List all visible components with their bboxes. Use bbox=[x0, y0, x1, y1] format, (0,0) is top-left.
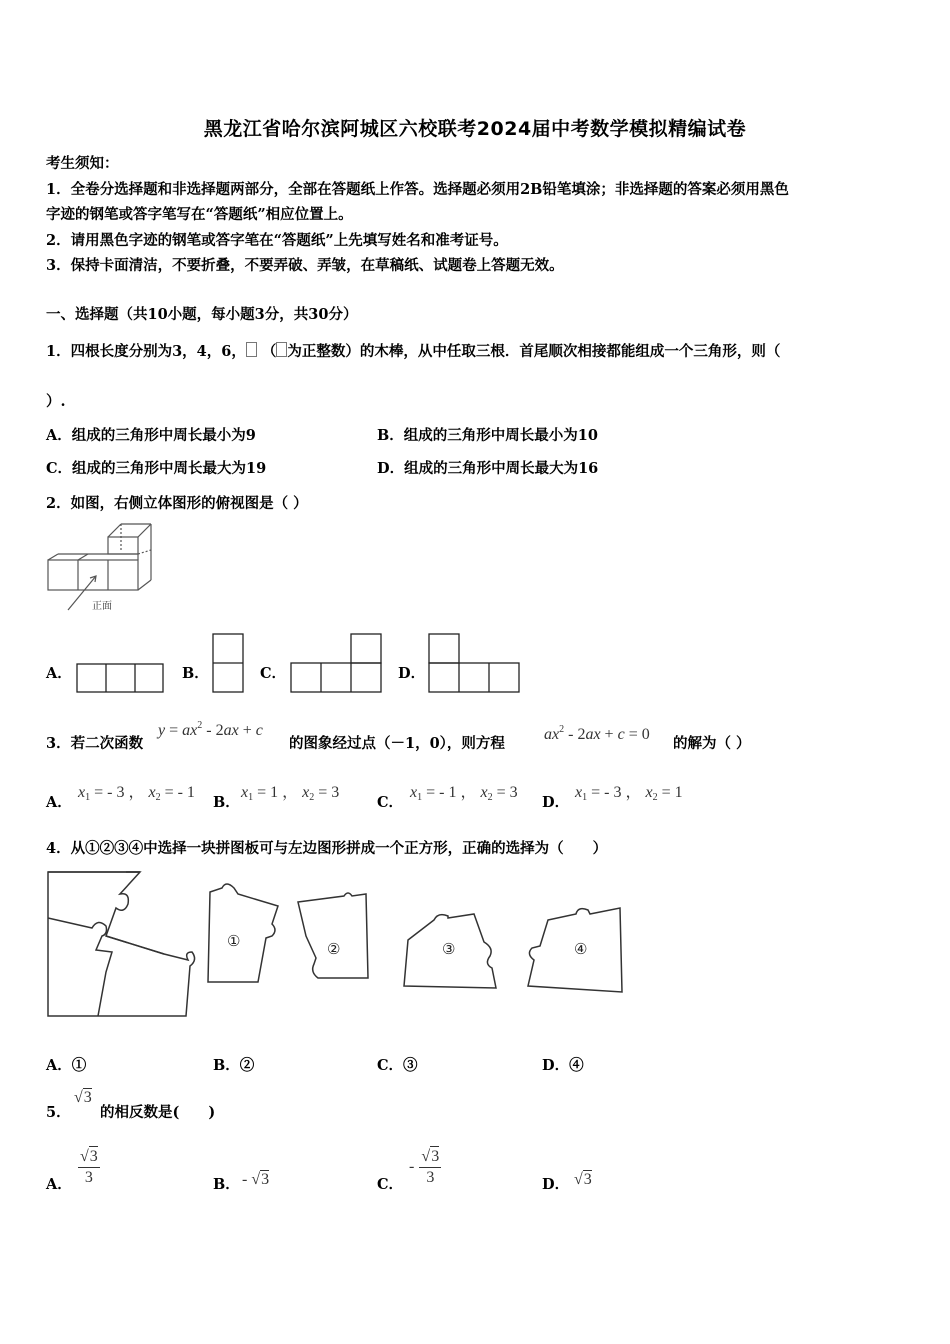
q4-option-c: C．③ bbox=[377, 1057, 418, 1074]
q4-option-b: B．② bbox=[213, 1057, 255, 1074]
q1-stem-end: ）. bbox=[46, 393, 66, 410]
q5-option-d-value: √3 bbox=[574, 1171, 592, 1188]
notice-heading: 考生须知： bbox=[46, 155, 119, 172]
q3-option-a: A． bbox=[46, 794, 72, 811]
q3-stem-a: 3．若二次函数 bbox=[46, 735, 144, 752]
q5-option-a: A． bbox=[46, 1176, 72, 1193]
q5-option-c-value: - $\frac{√3}{3}$ bbox=[409, 1148, 440, 1186]
q2-option-c: C． bbox=[260, 665, 287, 682]
q3-option-b: B． bbox=[213, 794, 240, 811]
q3-option-d: D． bbox=[542, 794, 570, 811]
q2-option-b: B． bbox=[182, 665, 209, 682]
q2-option-c-figure bbox=[289, 632, 383, 694]
q4-puzzle-figure bbox=[44, 866, 628, 1024]
q5-sqrt3: √3 bbox=[74, 1089, 92, 1106]
q3-stem-b: 的图象经过点（－1，0），则方程 bbox=[289, 735, 505, 752]
q1-stem-b: （ bbox=[261, 343, 277, 360]
q5-option-b-value: - √3 bbox=[242, 1171, 270, 1188]
q1-stem bbox=[46, 340, 780, 361]
notice-line-3: 3．保持卡面清洁，不要折叠，不要弄破、弄皱，在草稿纸、试题卷上答题无效。 bbox=[46, 257, 564, 274]
section-heading: 一、选择题（共10小题，每小题3分，共30分） bbox=[46, 306, 358, 323]
piece-4-label: ④ bbox=[574, 940, 588, 958]
page-title: 黑龙江省哈尔滨阿城区六校联考2024届中考数学模拟精编试卷 bbox=[203, 118, 747, 140]
q3-option-c: C． bbox=[377, 794, 404, 811]
missing-glyph-icon bbox=[276, 342, 287, 357]
front-label: 正面 bbox=[92, 601, 112, 612]
missing-glyph-icon bbox=[246, 342, 257, 357]
q5-stem-a: 5． bbox=[46, 1104, 71, 1121]
q3-function: $y = ax^2 - 2ax + c$ bbox=[158, 720, 263, 739]
q2-stem: 2．如图，右侧立体图形的俯视图是（ ） bbox=[46, 495, 308, 512]
q1-option-a: A．组成的三角形中周长最小为9 bbox=[46, 427, 256, 444]
q2-option-d-figure bbox=[427, 632, 521, 694]
q1-option-d: D．组成的三角形中周长最大为16 bbox=[377, 460, 599, 477]
q3-option-c-answer: $x_1$ = - 1 ， $x_2 = 3$ bbox=[410, 784, 518, 803]
q2-solid-figure bbox=[44, 520, 156, 616]
q2-option-a-figure bbox=[75, 662, 165, 694]
q5-option-d: D． bbox=[542, 1176, 570, 1193]
q4-stem: 4．从①②③④中选择一块拼图板可与左边图形拼成一个正方形，正确的选择为（ ） bbox=[46, 840, 608, 857]
notice-line-2: 2．请用黑色字迹的钢笔或答字笔在“答题纸”上先填写姓名和准考证号。 bbox=[46, 232, 508, 249]
q3-option-d-answer: $x_1$ = - 3 ， $x_2 = 1$ bbox=[575, 784, 683, 803]
q1-stem-c: 为正整数）的木棒，从中任取三根．首尾顺次相接都能组成一个三角形，则（ bbox=[287, 343, 781, 360]
q4-option-d: D．④ bbox=[542, 1057, 584, 1074]
q5-option-c: C． bbox=[377, 1176, 404, 1193]
q3-option-a-answer: $x_1$ = - 3 ， $x_2$ = - 1 bbox=[78, 784, 195, 803]
notice-line-1a: 1．全卷分选择题和非选择题两部分，全部在答题纸上作答。选择题必须用2B铅笔填涂；非选择题的答案必须用黑色 bbox=[46, 181, 789, 198]
q3-option-b-answer: $x_1 = 1$ ， $x_2 = 3$ bbox=[241, 784, 340, 803]
piece-2-label: ② bbox=[327, 940, 341, 958]
q2-option-a: A． bbox=[46, 665, 72, 682]
q2-option-d: D． bbox=[398, 665, 426, 682]
q1-option-b: B．组成的三角形中周长最小为10 bbox=[377, 427, 598, 444]
q1-stem-a: 1．四根长度分别为3，4，6， bbox=[46, 343, 246, 360]
q2-option-b-figure bbox=[211, 632, 245, 694]
q4-option-a: A．① bbox=[46, 1057, 87, 1074]
q5-stem-b: 的相反数是( ) bbox=[100, 1104, 216, 1121]
q3-stem-c: 的解为（ ） bbox=[673, 735, 751, 752]
q5-option-a-fraction: $\frac{√3}{3}$ bbox=[80, 1148, 98, 1186]
notice-line-1b: 字迹的钢笔或答字笔写在“答题纸”相应位置上。 bbox=[46, 206, 353, 223]
q1-option-c: C．组成的三角形中周长最大为19 bbox=[46, 460, 267, 477]
q5-option-b: B． bbox=[213, 1176, 240, 1193]
piece-3-label: ③ bbox=[442, 940, 456, 958]
q3-equation: $ax^2 - 2ax + c = 0$ bbox=[544, 724, 650, 743]
piece-1-label: ① bbox=[227, 932, 241, 950]
